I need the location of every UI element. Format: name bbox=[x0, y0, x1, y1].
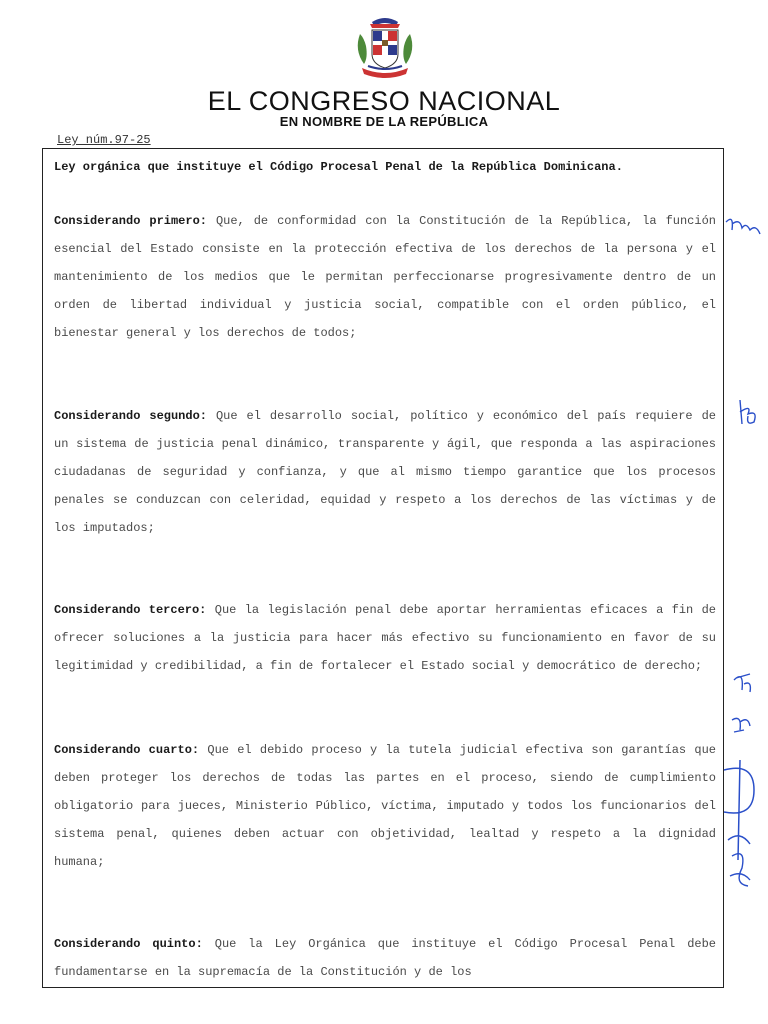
initials-mark bbox=[740, 400, 755, 424]
document-title: Ley orgánica que instituye el Código Procesal Penal de la República Dominicana. bbox=[54, 160, 623, 174]
paragraph-text: Que el desarrollo social, político y económico del país requiere de un sistema de justicia penal dinámico, transparente y ágil, que responda a las aspiraciones ciudadanas de seguridad y confianza, y que al mismo tiempo garantice que los procesos penales se conduzcan con celeridad, equidad y respeto a los derechos de las víctimas y de los imputados; bbox=[54, 409, 716, 535]
paragraph-heading: Considerando cuarto: bbox=[54, 743, 200, 757]
congress-title: EL CONGRESO NACIONAL bbox=[207, 86, 561, 116]
considerando-paragraph bbox=[54, 207, 716, 347]
considerando-paragraph bbox=[54, 930, 716, 986]
signature-mark bbox=[724, 760, 754, 860]
congress-subtitle: EN NOMBRE DE LA REPÚBLICA bbox=[279, 114, 489, 129]
paragraph-text: Que la Ley Orgánica que instituye el Código Procesal Penal debe fundamentarse en la supremacía de la Constitución y de los bbox=[54, 937, 716, 979]
law-number: Ley núm.97-25 bbox=[57, 133, 151, 147]
considerando-paragraph bbox=[54, 402, 716, 542]
paragraph-text: Que, de conformidad con la Constitución de la República, la función esencial del Estado consiste en la protección efectiva de los derechos de la persona y el mantenimiento de los medios que le permitan perfeccionarse progresivamente dentro de un orden de libertad individual y justicia social, compatible con el orden público, el bienestar general y los derechos de todos; bbox=[54, 214, 716, 340]
paragraph-text: Que el debido proceso y la tutela judicial efectiva son garantías que deben proteger los derechos de todas las partes en el proceso, siendo de cumplimiento obligatorio para jueces, Ministerio Público, víctima, imputado y todos los funcionarios del sistema penal, quienes deben actuar con objetividad, lealtad y respeto a la dignidad humana; bbox=[54, 743, 716, 869]
initials-mark bbox=[734, 674, 750, 692]
initials-mark bbox=[732, 718, 750, 732]
considerando-paragraph bbox=[54, 736, 716, 876]
considerando-paragraph bbox=[54, 596, 716, 680]
paragraph-heading: Considerando tercero: bbox=[54, 603, 207, 617]
paragraph-heading: Considerando quinto: bbox=[54, 937, 203, 951]
initials-mark bbox=[730, 854, 750, 886]
initials-mark bbox=[726, 219, 760, 234]
paragraph-text: Que la legislación penal debe aportar herramientas eficaces a fin de ofrecer soluciones a la justicia para hacer más efectivo su funcionamiento en favor de su legitimidad y credibilidad, a fin de fortalecer el Estado social y democrático de derecho; bbox=[54, 603, 716, 673]
paragraph-heading: Considerando segundo: bbox=[54, 409, 207, 423]
paragraph-heading: Considerando primero: bbox=[54, 214, 207, 228]
coat-of-arms-seal bbox=[346, 14, 424, 82]
margin-signature-marks bbox=[720, 200, 768, 900]
